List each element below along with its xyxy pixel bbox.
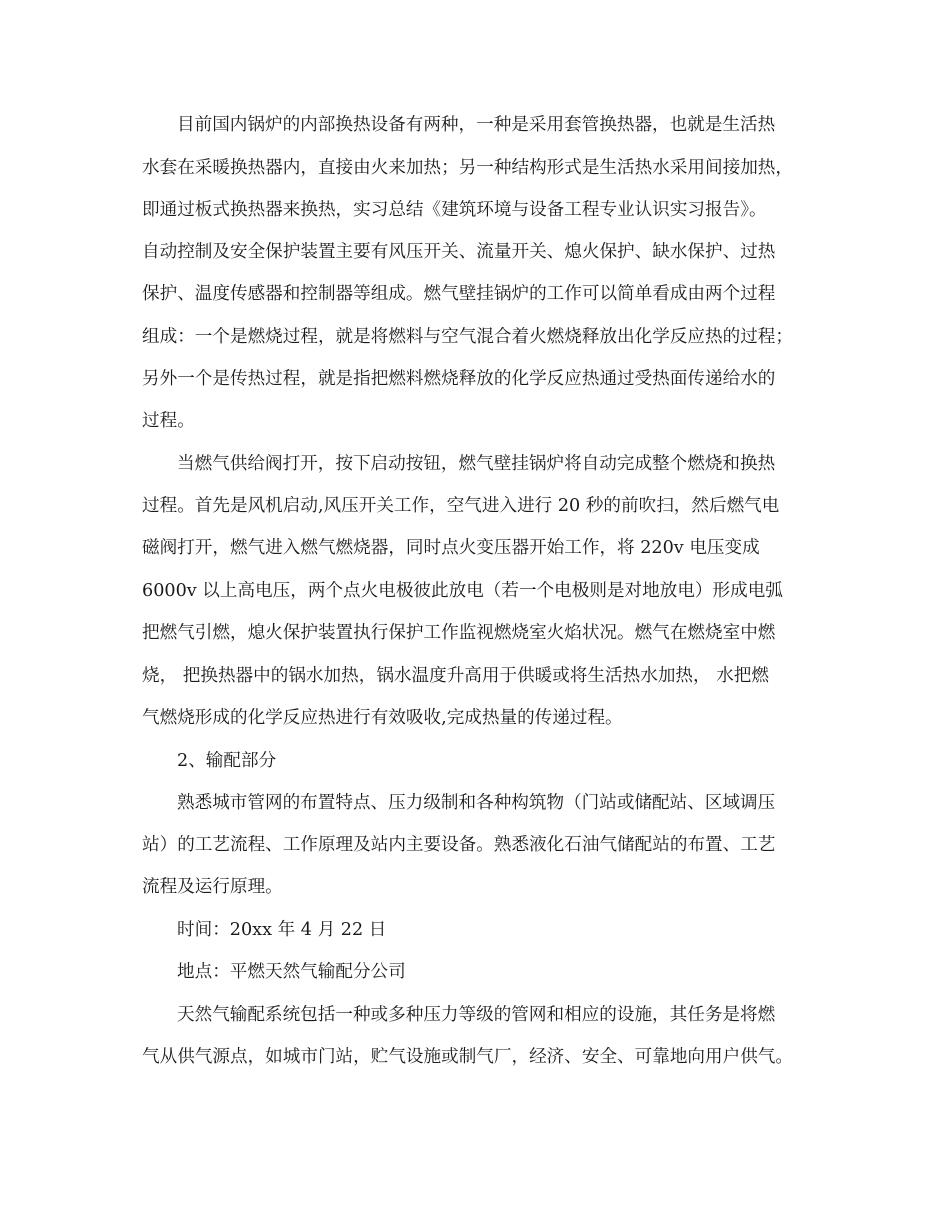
text-line: 6000v 以上高电压，两个点火电极彼此放电（若一个电极则是对地放电）形成电弧 — [142, 581, 783, 601]
text-line: 天然气输配系统包括一种或多种压力等级的管网和相应的设施，其任务是将燃 — [177, 1005, 776, 1025]
text-line: 自动控制及安全保护装置主要有风压开关、流量开关、熄火保护、缺水保护、过热 — [142, 242, 776, 262]
text-line: 熟悉城市管网的布置特点、压力级制和各种构筑物（门站或储配站、区域调压 — [177, 793, 776, 813]
text-line: 气燃烧形成的化学反应热进行有效吸收,完成热量的传递过程。 — [142, 708, 623, 728]
location-line: 地点：平燃天然气输配分公司 — [177, 962, 406, 982]
text-line: 烧， 把换热器中的锅水加热，锅水温度升高用于供暖或将生活热水加热， 水把燃 — [142, 666, 769, 686]
text-line: 目前国内锅炉的内部换热设备有两种，一种是采用套管换热器，也就是生活热 — [177, 115, 776, 135]
section-heading: 2、输配部分 — [177, 751, 277, 771]
text-line: 当燃气供给阀打开，按下启动按钮，燃气壁挂锅炉将自动完成整个燃烧和换热 — [177, 454, 776, 474]
text-line: 保护、温度传感器和控制器等组成。燃气壁挂锅炉的工作可以简单看成由两个过程 — [142, 284, 776, 304]
text-line: 另外一个是传热过程，就是指把燃料燃烧释放的化学反应热通过受热面传递给水的 — [142, 369, 776, 389]
date-line: 时间：20xx 年 4 月 22 日 — [177, 920, 387, 940]
text-line: 过程。首先是风机启动,风压开关工作，空气进入进行 20 秒的前吹扫，然后燃气电 — [142, 496, 780, 516]
text-line: 站）的工艺流程、工作原理及站内主要设备。熟悉液化石油气储配站的布置、工艺 — [142, 835, 776, 855]
text-line: 气从供气源点，如城市门站，贮气设施或制气厂，经济、安全、可靠地向用户供气。 — [142, 1047, 793, 1067]
text-line: 即通过板式换热器来换热，实习总结《建筑环境与设备工程专业认识实习报告》。 — [142, 200, 767, 220]
text-line: 把燃气引燃，熄火保护装置执行保护工作监视燃烧室火焰状况。燃气在燃烧室中燃 — [142, 623, 776, 643]
text-line: 磁阀打开，燃气进入燃气燃烧器，同时点火变压器开始工作，将 220v 电压变成 — [142, 538, 760, 558]
text-line: 流程及运行原理。 — [142, 877, 283, 897]
text-line: 组成：一个是燃烧过程，就是将燃料与空气混合着火燃烧释放出化学反应热的过程； — [142, 327, 793, 347]
text-line: 过程。 — [142, 411, 195, 431]
text-line: 水套在采暖换热器内，直接由火来加热；另一种结构形式是生活热水采用间接加热， — [142, 158, 793, 178]
